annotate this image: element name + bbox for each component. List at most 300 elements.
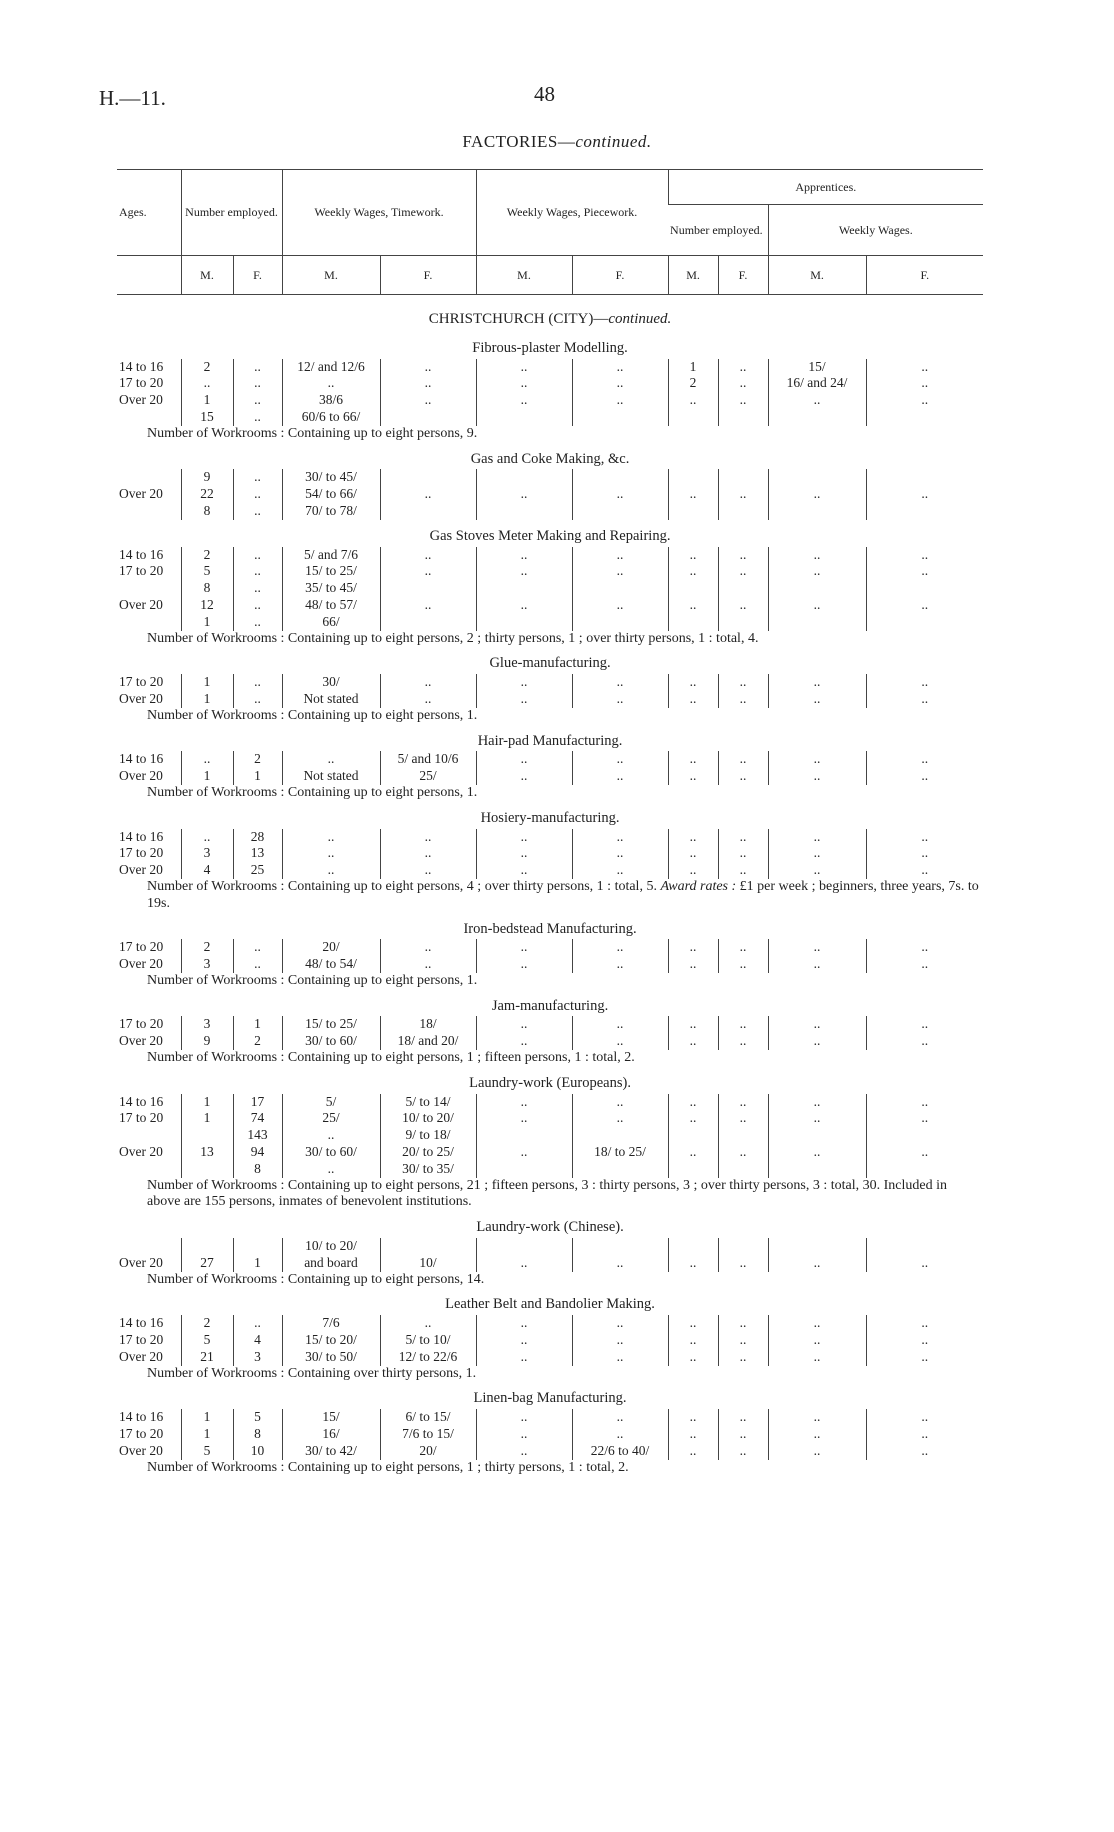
- value-cell: ..: [233, 691, 282, 708]
- value-cell: 2: [181, 547, 233, 564]
- value-cell: 15/ to 25/: [282, 563, 380, 580]
- value-cell: 30/ to 50/: [282, 1349, 380, 1366]
- value-cell: ..: [768, 939, 866, 956]
- age-cell: 14 to 16: [119, 1093, 164, 1109]
- value-cell: [866, 503, 983, 520]
- value-cell: ..: [572, 1016, 668, 1033]
- age-cell: 14 to 16: [119, 1315, 164, 1331]
- value-cell: 1: [181, 768, 233, 785]
- table-row: [117, 1349, 983, 1366]
- age-cell: [117, 469, 181, 486]
- value-cell: ..: [572, 862, 668, 879]
- value-cell: ..: [476, 1349, 572, 1366]
- value-cell: ..: [233, 1315, 282, 1332]
- value-cell: ..: [572, 1110, 668, 1127]
- value-cell: ..: [718, 956, 768, 973]
- value-cell: ..: [668, 674, 718, 691]
- value-cell: ..: [866, 392, 983, 409]
- value-cell: 2: [181, 1315, 233, 1332]
- value-cell: ..: [476, 691, 572, 708]
- value-cell: ..: [380, 691, 476, 708]
- value-cell: ..: [866, 563, 983, 580]
- value-cell: ..: [668, 829, 718, 846]
- value-cell: ..: [866, 956, 983, 973]
- value-cell: 12: [181, 597, 233, 614]
- value-cell: ..: [668, 392, 718, 409]
- value-cell: 25/: [380, 768, 476, 785]
- value-cell: 1: [233, 768, 282, 785]
- value-cell: 94: [233, 1144, 282, 1161]
- value-cell: 27: [181, 1255, 233, 1272]
- value-cell: 16/ and 24/: [768, 375, 866, 392]
- value-cell: 9: [181, 1033, 233, 1050]
- header-m: M.: [768, 256, 866, 295]
- value-cell: ..: [668, 1332, 718, 1349]
- value-cell: ..: [768, 392, 866, 409]
- value-cell: ..: [866, 1332, 983, 1349]
- value-cell: ..: [866, 486, 983, 503]
- value-cell: ..: [572, 563, 668, 580]
- value-cell: ..: [668, 486, 718, 503]
- value-cell: ..: [476, 1426, 572, 1443]
- value-cell: ..: [476, 547, 572, 564]
- table-row: [117, 486, 983, 503]
- value-cell: ..: [476, 1315, 572, 1332]
- value-cell: 1: [181, 1409, 233, 1426]
- value-cell: ..: [768, 956, 866, 973]
- value-cell: ..: [476, 1033, 572, 1050]
- value-cell: ..: [181, 829, 233, 846]
- factories-wages-table: [117, 169, 983, 1476]
- value-cell: [476, 503, 572, 520]
- table-row: [117, 503, 983, 520]
- value-cell: ..: [668, 1315, 718, 1332]
- value-cell: ..: [768, 674, 866, 691]
- value-cell: ..: [768, 1426, 866, 1443]
- value-cell: ..: [718, 1426, 768, 1443]
- value-cell: ..: [476, 392, 572, 409]
- value-cell: [380, 1238, 476, 1255]
- value-cell: ..: [768, 1349, 866, 1366]
- table-row: [117, 1426, 983, 1443]
- value-cell: 30/: [282, 674, 380, 691]
- value-cell: [380, 469, 476, 486]
- value-cell: ..: [718, 359, 768, 376]
- header-ages: Ages.: [117, 170, 181, 256]
- table-row: [117, 691, 983, 708]
- value-cell: ..: [866, 1016, 983, 1033]
- value-cell: [668, 614, 718, 631]
- value-cell: ..: [282, 751, 380, 768]
- value-cell: ..: [718, 862, 768, 879]
- value-cell: ..: [233, 409, 282, 426]
- value-cell: 25/: [282, 1110, 380, 1127]
- value-cell: 1: [181, 392, 233, 409]
- table-row: [117, 563, 983, 580]
- value-cell: ..: [476, 939, 572, 956]
- value-cell: ..: [768, 1033, 866, 1050]
- age-cell: 14 to 16: [119, 1409, 164, 1425]
- value-cell: 4: [181, 862, 233, 879]
- value-cell: 9: [181, 469, 233, 486]
- value-cell: ..: [718, 375, 768, 392]
- value-cell: 5/: [282, 1094, 380, 1111]
- value-cell: ..: [380, 375, 476, 392]
- value-cell: 9/ to 18/: [380, 1127, 476, 1144]
- value-cell: 3: [233, 1349, 282, 1366]
- value-cell: 5: [181, 1443, 233, 1460]
- value-cell: 1: [181, 1426, 233, 1443]
- section-title: Hosiery-manufacturing.: [480, 809, 620, 826]
- value-cell: [572, 1238, 668, 1255]
- section-title: Gas and Coke Making, &c.: [470, 450, 630, 467]
- value-cell: [866, 469, 983, 486]
- value-cell: ..: [233, 392, 282, 409]
- header-f: F.: [380, 256, 476, 295]
- page-number: 48: [534, 82, 555, 106]
- value-cell: 3: [181, 956, 233, 973]
- value-cell: 70/ to 78/: [282, 503, 380, 520]
- value-cell: 17: [233, 1094, 282, 1111]
- value-cell: 22: [181, 486, 233, 503]
- value-cell: ..: [572, 829, 668, 846]
- value-cell: ..: [380, 1315, 476, 1332]
- value-cell: 54/ to 66/: [282, 486, 380, 503]
- value-cell: 1: [233, 1255, 282, 1272]
- value-cell: 3: [181, 845, 233, 862]
- table-row: [117, 768, 983, 785]
- value-cell: [572, 614, 668, 631]
- header-m: M.: [282, 256, 380, 295]
- value-cell: ..: [866, 1094, 983, 1111]
- value-cell: ..: [233, 580, 282, 597]
- table-row: [117, 1238, 983, 1255]
- value-cell: ..: [718, 563, 768, 580]
- value-cell: and board: [282, 1255, 380, 1272]
- header-weekly-timework: Weekly Wages, Timework.: [282, 170, 476, 256]
- age-cell: 14 to 16: [119, 546, 164, 562]
- age-cell: Over 20: [119, 596, 163, 612]
- value-cell: Not stated: [282, 691, 380, 708]
- table-row: [117, 1094, 983, 1111]
- value-cell: ..: [668, 1443, 718, 1460]
- value-cell: 5/ to 14/: [380, 1094, 476, 1111]
- value-cell: ..: [866, 1426, 983, 1443]
- value-cell: ..: [282, 1161, 380, 1178]
- value-cell: ..: [181, 375, 233, 392]
- table-row: [117, 392, 983, 409]
- value-cell: 13: [181, 1144, 233, 1161]
- value-cell: ..: [768, 1144, 866, 1161]
- age-cell: Over 20: [119, 956, 163, 972]
- value-cell: [476, 614, 572, 631]
- age-cell: 17 to 20: [119, 1332, 164, 1348]
- value-cell: ..: [668, 751, 718, 768]
- header-weekly-piecework: Weekly Wages, Piecework.: [476, 170, 668, 256]
- age-cell: 17 to 20: [119, 1426, 164, 1442]
- value-cell: [718, 1161, 768, 1178]
- value-cell: ..: [768, 1255, 866, 1272]
- value-cell: 20/: [380, 1443, 476, 1460]
- table-row: [117, 1110, 983, 1127]
- value-cell: [768, 1238, 866, 1255]
- value-cell: ..: [768, 597, 866, 614]
- value-cell: 1: [181, 1110, 233, 1127]
- value-cell: ..: [768, 862, 866, 879]
- value-cell: ..: [866, 768, 983, 785]
- value-cell: ..: [866, 547, 983, 564]
- value-cell: ..: [572, 359, 668, 376]
- value-cell: ..: [282, 375, 380, 392]
- table-row: [117, 751, 983, 768]
- value-cell: ..: [572, 1315, 668, 1332]
- value-cell: ..: [866, 674, 983, 691]
- value-cell: ..: [476, 1144, 572, 1161]
- value-cell: ..: [572, 751, 668, 768]
- value-cell: ..: [572, 845, 668, 862]
- value-cell: ..: [668, 862, 718, 879]
- value-cell: ..: [768, 845, 866, 862]
- workrooms-note: Number of Workrooms : Containing up to eight persons, 1.: [147, 784, 478, 800]
- value-cell: 18/: [380, 1016, 476, 1033]
- value-cell: ..: [768, 563, 866, 580]
- value-cell: ..: [668, 1409, 718, 1426]
- section-title: Glue-manufacturing.: [489, 655, 611, 672]
- table-row: [117, 597, 983, 614]
- value-cell: ..: [572, 1255, 668, 1272]
- value-cell: ..: [476, 1016, 572, 1033]
- value-cell: ..: [866, 1110, 983, 1127]
- value-cell: 20/: [282, 939, 380, 956]
- value-cell: [572, 469, 668, 486]
- value-cell: ..: [233, 547, 282, 564]
- value-cell: [380, 614, 476, 631]
- value-cell: [380, 503, 476, 520]
- value-cell: 16/: [282, 1426, 380, 1443]
- value-cell: ..: [668, 1094, 718, 1111]
- value-cell: [476, 1127, 572, 1144]
- value-cell: [768, 503, 866, 520]
- value-cell: ..: [668, 1255, 718, 1272]
- value-cell: ..: [572, 375, 668, 392]
- value-cell: ..: [476, 1332, 572, 1349]
- value-cell: ..: [572, 691, 668, 708]
- value-cell: ..: [668, 1426, 718, 1443]
- workrooms-note: Number of Workrooms : Containing up to eight persons, 1.: [147, 707, 478, 723]
- value-cell: ..: [718, 1016, 768, 1033]
- workrooms-note: Number of Workrooms : Containing up to eight persons, 1.: [147, 972, 478, 988]
- age-cell: [117, 614, 181, 631]
- value-cell: ..: [866, 939, 983, 956]
- value-cell: [768, 1127, 866, 1144]
- age-cell: Over 20: [119, 1033, 163, 1049]
- age-cell: 17 to 20: [119, 674, 164, 690]
- table-row: [117, 1161, 983, 1178]
- table-row: [117, 547, 983, 564]
- value-cell: ..: [718, 392, 768, 409]
- value-cell: [768, 469, 866, 486]
- value-cell: [866, 1161, 983, 1178]
- value-cell: 38/6: [282, 392, 380, 409]
- table-row: [117, 1144, 983, 1161]
- value-cell: ..: [866, 829, 983, 846]
- value-cell: ..: [476, 845, 572, 862]
- value-cell: ..: [718, 691, 768, 708]
- header-apprentices: Apprentices.: [668, 170, 983, 205]
- value-cell: 20/ to 25/: [380, 1144, 476, 1161]
- value-cell: ..: [866, 1255, 983, 1272]
- value-cell: 30/ to 42/: [282, 1443, 380, 1460]
- value-cell: [718, 1127, 768, 1144]
- value-cell: ..: [866, 1033, 983, 1050]
- workrooms-note: Number of Workrooms : Containing up to eight persons, 1 ; fifteen persons, 1 : total, 2.: [147, 1050, 635, 1066]
- value-cell: [380, 409, 476, 426]
- value-cell: [476, 1161, 572, 1178]
- city-heading: CHRISTCHURCH (CITY)—continued.: [428, 311, 672, 327]
- value-cell: [718, 503, 768, 520]
- value-cell: 22/6 to 40/: [572, 1443, 668, 1460]
- value-cell: ..: [572, 1349, 668, 1366]
- value-cell: ..: [866, 375, 983, 392]
- value-cell: 10: [233, 1443, 282, 1460]
- age-cell: 17 to 20: [119, 563, 164, 579]
- age-cell: [117, 1127, 181, 1144]
- value-cell: 3: [181, 1016, 233, 1033]
- value-cell: ..: [718, 845, 768, 862]
- value-cell: 7/6: [282, 1315, 380, 1332]
- value-cell: 28: [233, 829, 282, 846]
- value-cell: 1: [181, 614, 233, 631]
- value-cell: ..: [572, 597, 668, 614]
- value-cell: ..: [768, 486, 866, 503]
- value-cell: ..: [718, 1332, 768, 1349]
- value-cell: [718, 409, 768, 426]
- age-cell: 17 to 20: [119, 939, 164, 955]
- age-cell: Over 20: [119, 1254, 163, 1270]
- value-cell: 15/ to 20/: [282, 1332, 380, 1349]
- value-cell: ..: [476, 1443, 572, 1460]
- value-cell: ..: [668, 1349, 718, 1366]
- age-cell: 14 to 16: [119, 358, 164, 374]
- value-cell: [476, 1238, 572, 1255]
- value-cell: ..: [476, 1255, 572, 1272]
- value-cell: ..: [866, 597, 983, 614]
- section-title: Gas Stoves Meter Making and Repairing.: [429, 527, 671, 544]
- value-cell: ..: [476, 829, 572, 846]
- value-cell: ..: [572, 956, 668, 973]
- value-cell: ..: [768, 829, 866, 846]
- value-cell: ..: [233, 939, 282, 956]
- value-cell: ..: [572, 1033, 668, 1050]
- table-row: [117, 1016, 983, 1033]
- value-cell: ..: [668, 1144, 718, 1161]
- value-cell: [181, 1161, 233, 1178]
- value-cell: [866, 409, 983, 426]
- header-f: F.: [866, 256, 983, 295]
- value-cell: ..: [380, 597, 476, 614]
- value-cell: [866, 1127, 983, 1144]
- value-cell: ..: [718, 751, 768, 768]
- section-title: Laundry-work (Europeans).: [469, 1074, 631, 1091]
- value-cell: 15: [181, 409, 233, 426]
- header-f: F.: [572, 256, 668, 295]
- value-cell: ..: [233, 563, 282, 580]
- value-cell: Not stated: [282, 768, 380, 785]
- value-cell: ..: [718, 1094, 768, 1111]
- value-cell: 15/: [768, 359, 866, 376]
- value-cell: 6/ to 15/: [380, 1409, 476, 1426]
- value-cell: [768, 614, 866, 631]
- value-cell: [572, 580, 668, 597]
- value-cell: 8: [181, 580, 233, 597]
- value-cell: ..: [572, 1094, 668, 1111]
- table-row: [117, 1255, 983, 1272]
- value-cell: 8: [181, 503, 233, 520]
- value-cell: 143: [233, 1127, 282, 1144]
- award-rates-label: Award rates :: [660, 878, 737, 894]
- value-cell: 5: [181, 563, 233, 580]
- value-cell: 12/ and 12/6: [282, 359, 380, 376]
- value-cell: 1: [181, 691, 233, 708]
- value-cell: [380, 580, 476, 597]
- value-cell: ..: [668, 597, 718, 614]
- value-cell: ..: [476, 768, 572, 785]
- header-m: M.: [181, 256, 233, 295]
- value-cell: ..: [718, 829, 768, 846]
- value-cell: 4: [233, 1332, 282, 1349]
- value-cell: ..: [718, 768, 768, 785]
- value-cell: ..: [233, 503, 282, 520]
- table-row: [117, 359, 983, 376]
- age-cell: Over 20: [119, 1144, 163, 1160]
- table-row: [117, 939, 983, 956]
- value-cell: ..: [380, 939, 476, 956]
- value-cell: ..: [181, 751, 233, 768]
- value-cell: ..: [768, 1094, 866, 1111]
- value-cell: ..: [380, 845, 476, 862]
- age-cell: Over 20: [119, 1442, 163, 1458]
- value-cell: ..: [768, 1110, 866, 1127]
- value-cell: ..: [768, 1332, 866, 1349]
- value-cell: ..: [282, 845, 380, 862]
- table-row: [117, 1033, 983, 1050]
- age-cell: [117, 580, 181, 597]
- value-cell: ..: [572, 674, 668, 691]
- section-title: Jam-manufacturing.: [491, 997, 609, 1014]
- value-cell: [233, 1238, 282, 1255]
- section-title: Iron-bedstead Manufacturing.: [463, 920, 637, 937]
- value-cell: 25: [233, 862, 282, 879]
- value-cell: ..: [282, 829, 380, 846]
- value-cell: 2: [233, 751, 282, 768]
- table-row: [117, 1315, 983, 1332]
- value-cell: [866, 614, 983, 631]
- value-cell: 10/ to 20/: [380, 1110, 476, 1127]
- value-cell: [668, 503, 718, 520]
- value-cell: ..: [668, 1110, 718, 1127]
- value-cell: [181, 1238, 233, 1255]
- value-cell: 60/6 to 66/: [282, 409, 380, 426]
- value-cell: 15/: [282, 1409, 380, 1426]
- value-cell: [866, 580, 983, 597]
- age-cell: [117, 409, 181, 426]
- value-cell: ..: [572, 768, 668, 785]
- age-cell: 14 to 16: [119, 751, 164, 767]
- value-cell: [866, 1238, 983, 1255]
- table-row: [117, 845, 983, 862]
- value-cell: ..: [718, 1409, 768, 1426]
- value-cell: 48/ to 57/: [282, 597, 380, 614]
